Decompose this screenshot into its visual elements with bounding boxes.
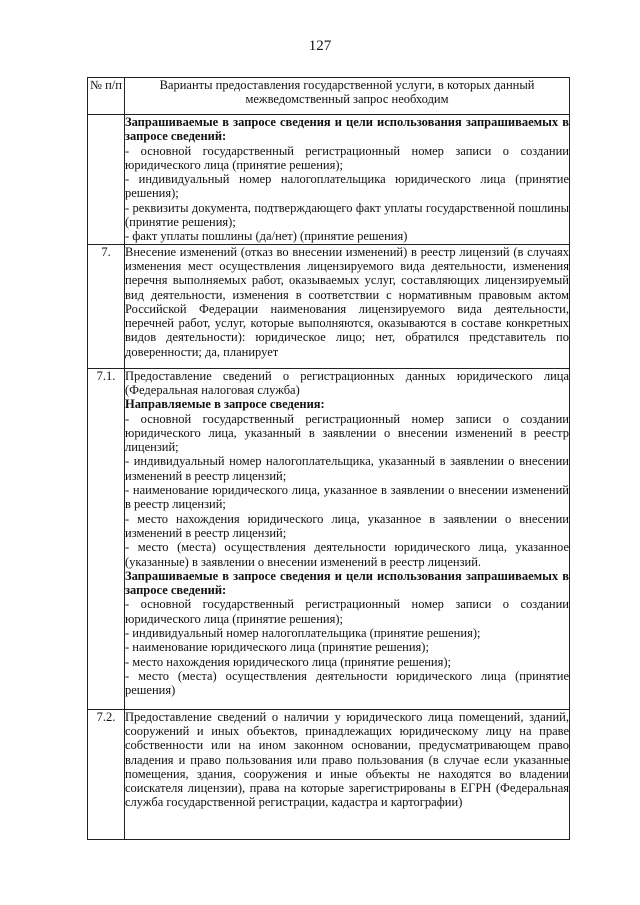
text-block: - основной государственный регистрационный номер записи о создании юридического лица, указанный в заявлении о внесении изменений в реестр лицензий; [125, 411, 569, 455]
row-description [125, 709, 570, 839]
header-description-col: Варианты предоставления государственной услуги, в которых данный межведомственный запрос необходим [125, 78, 570, 115]
row-description [125, 115, 570, 245]
row-number: 7.1. [88, 368, 125, 709]
text-block: Внесение изменений (отказ во внесении изменений) в реестр лицензий (в случаях изменения мест осуществления лицензируемого вида деятельности, изменения перечня выполняемых работ, оказываемых услуг, составляющих лицензируемый вид деятельности, изменения в соответствии с нормативным правовым актом Российской Федерации наименования лицензируемого вида деятельности, перечней работ, услуг, которые выполняются, оказываются в составе конкретных видов деятельности): юридическое лицо; нет, обратился представитель по доверенности; да, планирует [125, 244, 569, 359]
text-block: - место нахождения юридического лица (принятие решения); [125, 654, 452, 669]
table-row [88, 368, 570, 709]
text-block: - реквизиты документа, подтверждающего факт уплаты государственной пошлины (принятие решения); [125, 200, 569, 230]
text-block: - место (места) осуществления деятельности юридического лица (принятие решения) [125, 668, 569, 698]
text-block: Запрашиваемые в запросе сведения и цели использования запрашиваемых в запросе сведений: [125, 568, 569, 598]
text-block: - наименование юридического лица, указанное в заявлении о внесении изменений в реестр лицензий; [125, 483, 569, 512]
text-block: - индивидуальный номер налогоплательщика (принятие решения); [125, 626, 481, 641]
table-header-row [88, 78, 570, 115]
text-block: - наименование юридического лица (принятие решения); [125, 640, 429, 655]
text-block: - факт уплаты пошлины (да/нет) (принятие решения) [125, 229, 408, 244]
row-number: 7.2. [88, 709, 125, 839]
text-block: - индивидуальный номер налогоплательщика, указанный в заявлении о внесении изменений в реестр лицензий; [125, 454, 569, 483]
table-row [88, 115, 570, 245]
header-number-col: № п/п [88, 78, 125, 115]
table-row [88, 244, 570, 368]
row-number [88, 115, 125, 245]
text-block: - место нахождения юридического лица, указанное в заявлении о внесении изменений в реестр лицензий; [125, 511, 569, 540]
row-description [125, 244, 570, 368]
row-number: 7. [88, 244, 125, 368]
text-block: - место (места) осуществления деятельности юридического лица, указанное (указанные) в заявлении о внесении изменений в реестр лицензий. [125, 540, 569, 569]
table-row [88, 709, 570, 839]
text-block: - основной государственный регистрационный номер записи о создании юридического лица (принятие решения); [125, 597, 569, 626]
text-block: - основной государственный регистрационный номер записи о создании юридического лица (принятие решения); [125, 143, 569, 172]
text-block: - индивидуальный номер налогоплательщика юридического лица (принятие решения); [125, 172, 569, 201]
text-block: Предоставление сведений о регистрационных данных юридического лица (Федеральная налоговая служба) [125, 368, 569, 397]
text-block: Предоставление сведений о наличии у юридического лица помещений, зданий, сооружений и иных объектов, принадлежащих юридическому лицу на праве собственности или на ином законном основании, предусматривающем право владения и право пользования или право пользования (в случае если указанные помещения, здания, сооружения и иные объекты не находятся во владении соискателя лицензии), права на которые зарегистрированы в ЕГРН (Федеральная служба государственной регистрации, кадастра и картографии) [125, 709, 569, 810]
requests-table [87, 77, 570, 840]
page-number: 127 [308, 38, 332, 54]
text-block: Направляемые в запросе сведения: [125, 397, 325, 412]
row-description [125, 368, 570, 709]
text-block: Запрашиваемые в запросе сведения и цели использования запрашиваемых в запросе сведений: [125, 115, 569, 144]
